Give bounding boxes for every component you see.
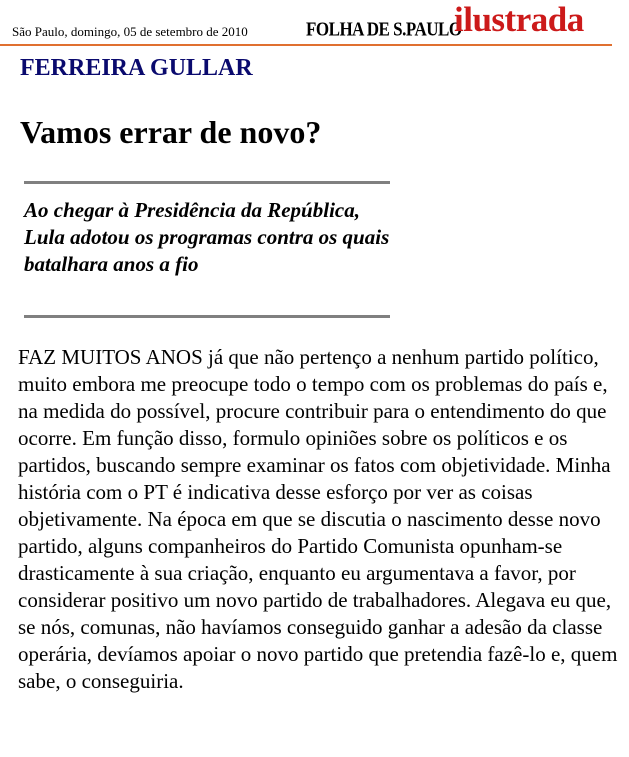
article-body: FAZ MUITOS ANOS já que não pertenço a nenhum partido político, muito embora me preocupe todo o tempo com os problemas do país e, na medida do possível, procure contribuir para o entendimento do que ocorre. Em função disso, formulo opiniões sobre os políticos e os partidos, buscando sempre examinar os fatos com objetividade. Minha história com o PT é indicativa desse esforço por ver as coisas objetivamente. Na época em que se discutia o nascimento desse novo partido, alguns companheiros do Partido Comunista opunham-se drasticamente à sua criação, enquanto eu argumentava a favor, por considerar positivo um novo partido de trabalhadores. Alegava eu que, se nós, comunas, não havíamos conseguido ganhar a adesão da classe operária, devíamos apoiar o novo partido que pretendia fazê-lo e, quem sabe, o conseguiria. xyxy=(18,345,618,693)
deck: Ao chegar à Presidência da República, Lula adotou os programas contra os quais batalhara anos a fio xyxy=(24,198,390,276)
deck-top-rule xyxy=(24,181,390,184)
headline: Vamos errar de novo? xyxy=(20,114,322,150)
masthead xyxy=(0,0,612,46)
deck-bottom-rule xyxy=(24,315,390,318)
section-logo[interactable]: ilustrada xyxy=(454,0,584,39)
newspaper-logo[interactable]: FOLHA DE S.PAULO xyxy=(306,18,462,40)
dateline: São Paulo, domingo, 05 de setembro de 2010 xyxy=(12,24,248,39)
author-name: FERREIRA GULLAR xyxy=(20,55,253,81)
